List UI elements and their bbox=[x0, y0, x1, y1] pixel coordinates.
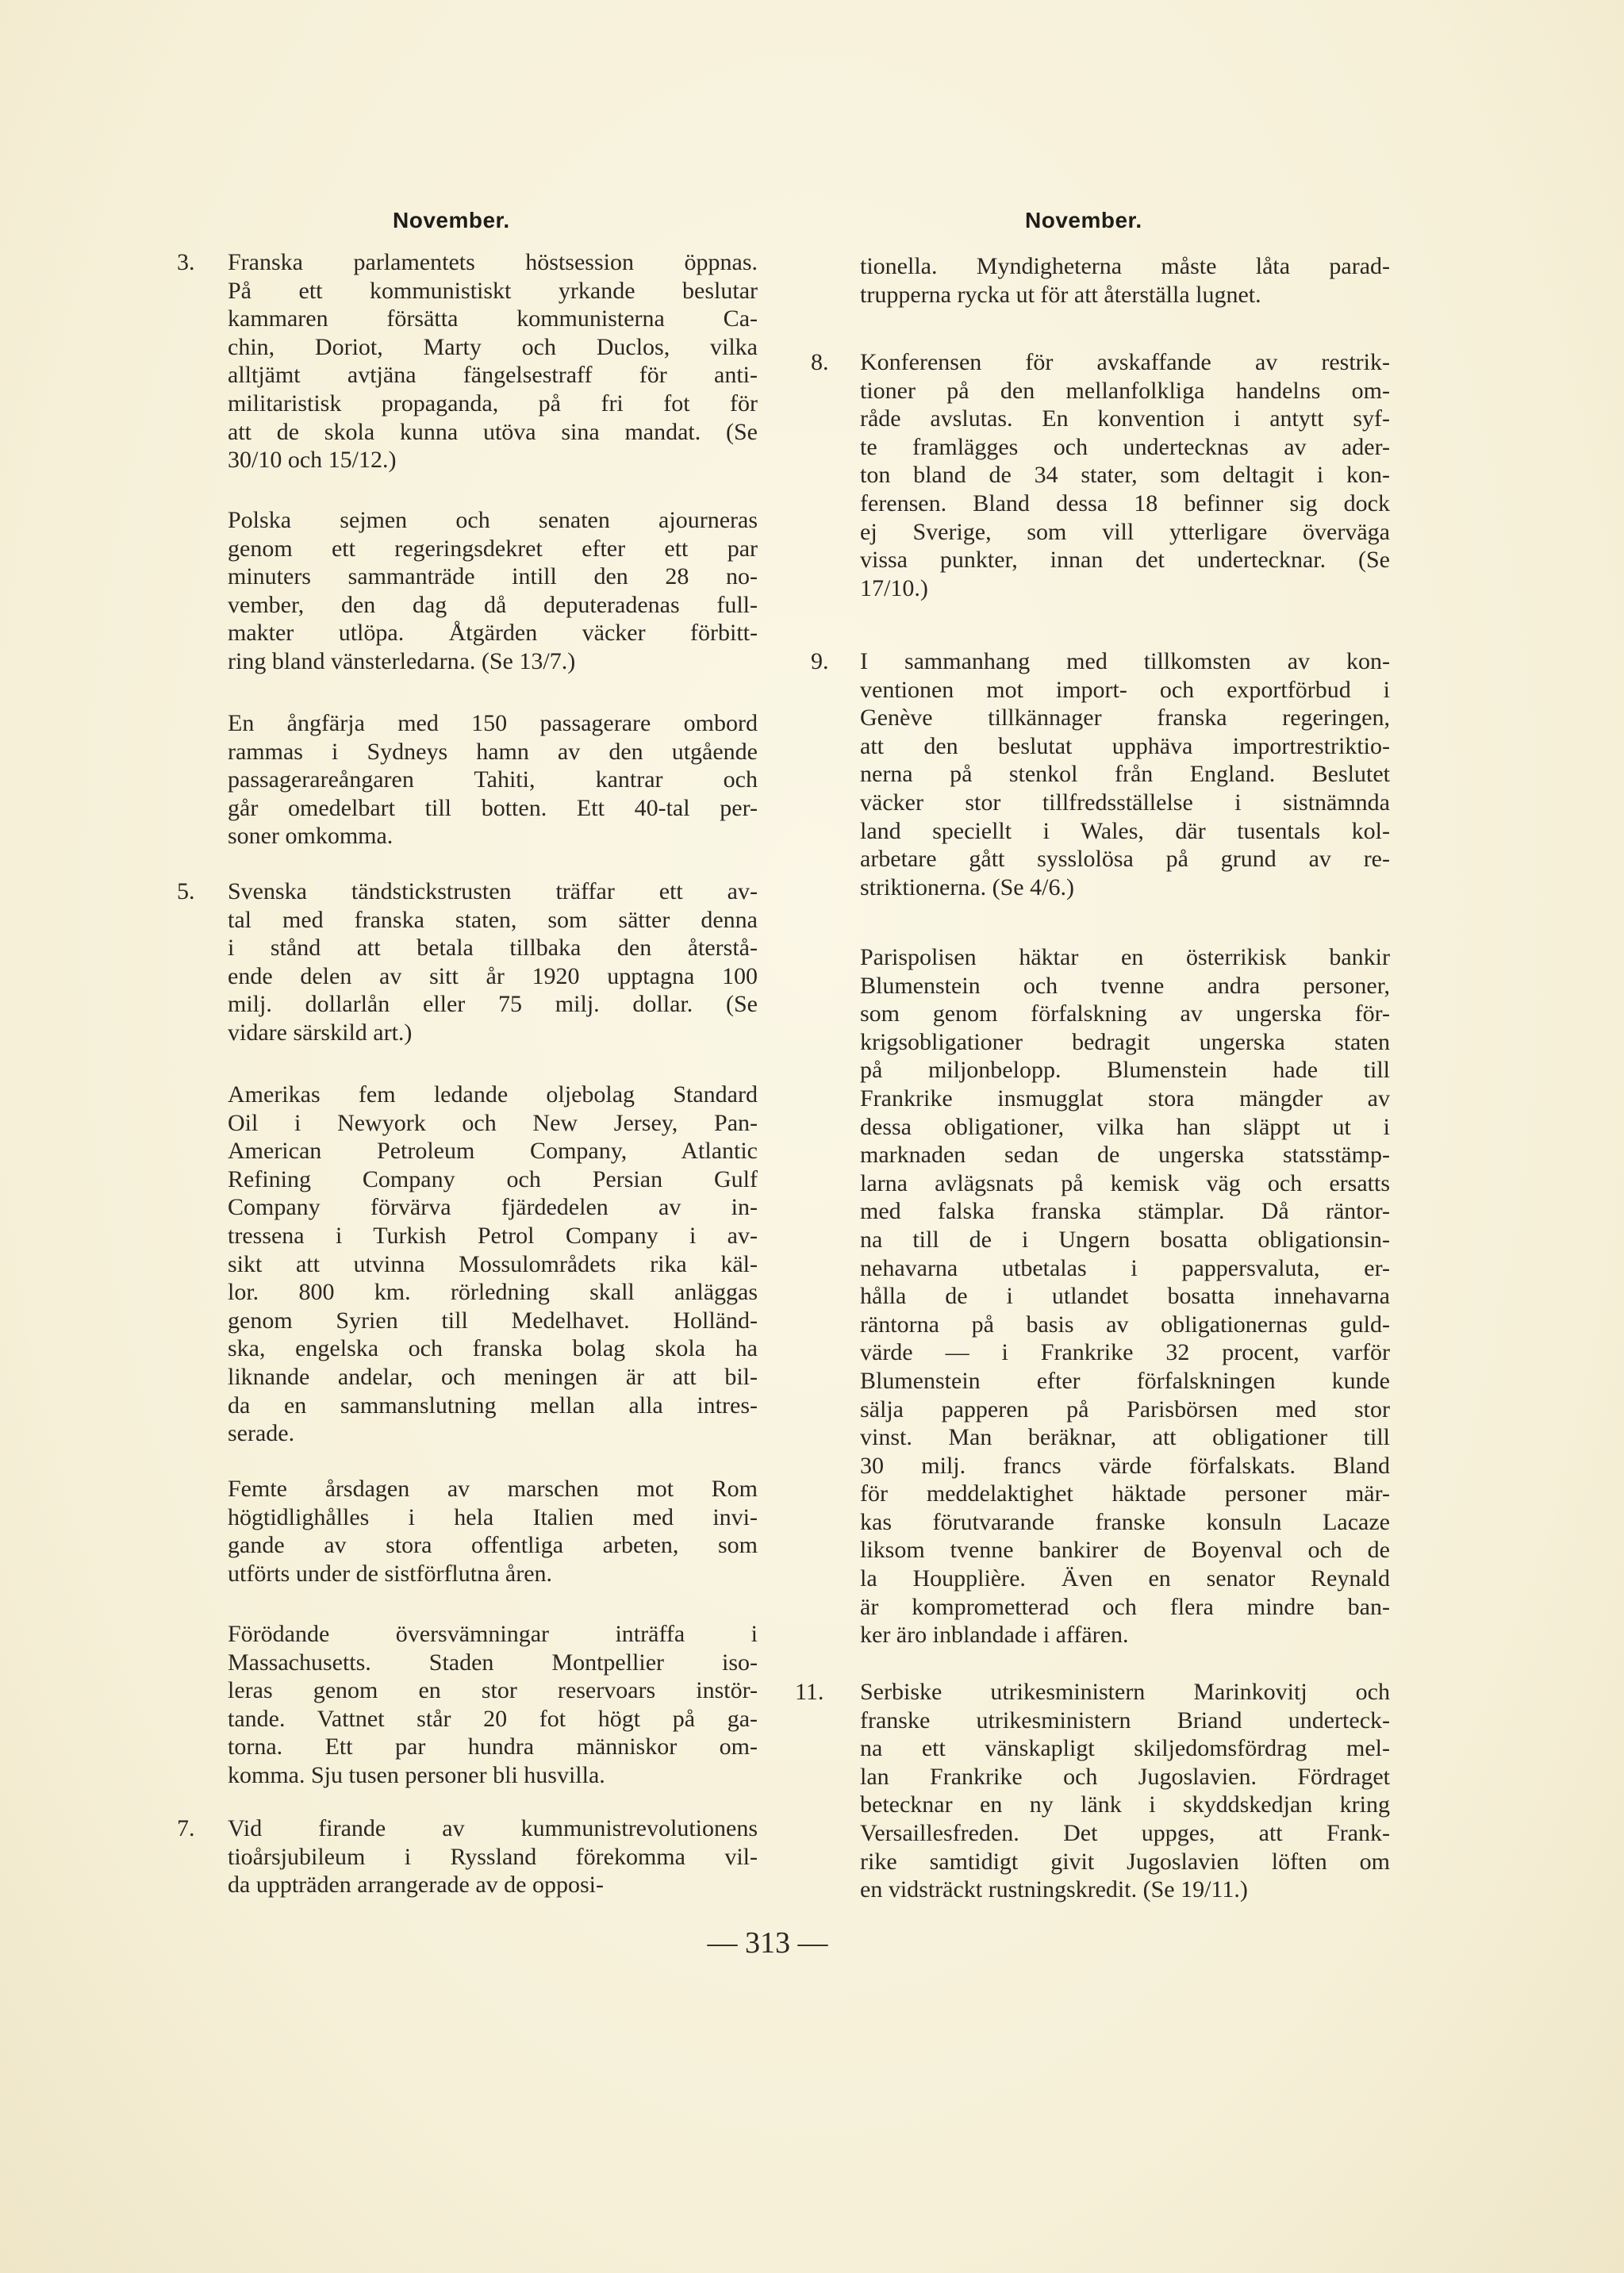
text-line: Polska sejmen och senaten ajourneras bbox=[228, 507, 758, 533]
text-line: är komprometterad och flera mindre ban- bbox=[860, 1593, 1390, 1620]
text-line: trupperna rycka ut för att återställa lugnet. bbox=[860, 281, 1261, 308]
text-line: att den beslutat upphäva importrestriktio- bbox=[860, 732, 1390, 759]
text-line: Blumenstein och tvenne andra personer, bbox=[860, 972, 1390, 999]
text-line: alltjämt avtjäna fängelsestraff för anti- bbox=[228, 362, 758, 389]
text-line: Blumenstein efter förfalskningen kunde bbox=[860, 1367, 1390, 1394]
text-line: 17/10.) bbox=[860, 574, 928, 601]
text-line: 30 milj. francs värde förfalskats. Bland bbox=[860, 1452, 1390, 1479]
text-line: serade. bbox=[228, 1420, 295, 1447]
text-line: I sammanhang med tillkomsten av kon- bbox=[860, 648, 1390, 674]
text-line: kammaren försätta kommunisterna Ca- bbox=[228, 305, 758, 332]
text-line: för meddelaktighet häktade personer mär- bbox=[860, 1480, 1390, 1507]
text-line: da uppträden arrangerade av de opposi- bbox=[228, 1872, 604, 1899]
text-line: tioårsjubileum i Ryssland förekomma vil- bbox=[228, 1843, 758, 1870]
text-line: striktionerna. (Se 4/6.) bbox=[860, 873, 1074, 900]
text-line: lan Frankrike och Jugoslavien. Fördraget bbox=[860, 1763, 1390, 1790]
text-line: Förödande översvämningar inträffa i bbox=[228, 1621, 758, 1647]
text-line: Serbiske utrikesministern Marinkovitj och bbox=[860, 1679, 1390, 1705]
entry-paragraph bbox=[228, 1620, 758, 1790]
text-line: Konferensen för avskaffande av restrik- bbox=[860, 349, 1390, 375]
text-line: ton bland de 34 stater, som deltagit i kon- bbox=[860, 462, 1390, 489]
text-line: går omedelbart till botten. Ett 40-tal per- bbox=[228, 794, 758, 821]
text-line: dessa obligationer, vilka han släppt ut i bbox=[860, 1113, 1390, 1140]
entry-paragraph bbox=[228, 1475, 758, 1588]
entry-date-number: 3. bbox=[177, 249, 195, 275]
text-line: liknande andelar, och meningen är att bil- bbox=[228, 1363, 758, 1390]
text-line: Versaillesfreden. Det uppges, att Frank- bbox=[860, 1819, 1390, 1846]
text-line: råde avslutas. En konvention i antytt syf- bbox=[860, 405, 1390, 432]
text-line: i stånd att betala tillbaka den återstå- bbox=[228, 935, 758, 962]
text-line: nerna på stenkol från England. Beslutet bbox=[860, 761, 1390, 788]
text-line: na ett vänskapligt skiljedomsfördrag mel- bbox=[860, 1735, 1390, 1762]
right-column-header: November. bbox=[1025, 208, 1142, 232]
text-line: la Houpplière. Även en senator Reynald bbox=[860, 1565, 1390, 1592]
text-line: na till de i Ungern bosatta obligationsin- bbox=[860, 1226, 1390, 1253]
entry-date-number: 9. bbox=[811, 648, 829, 674]
text-line: genom ett regeringsdekret efter ett par bbox=[228, 535, 758, 562]
text-line: leras genom en stor reservoars instör- bbox=[228, 1677, 758, 1704]
text-line: militaristisk propaganda, på fri fot för bbox=[228, 390, 758, 417]
text-line: på miljonbelopp. Blumenstein hade till bbox=[860, 1057, 1390, 1084]
text-line: larna avlägsnats på kemisk väg och ersatts bbox=[860, 1169, 1390, 1196]
text-line: lor. 800 km. rörledning skall anläggas bbox=[228, 1279, 758, 1306]
text-line: gande av stora offentliga arbeten, som bbox=[228, 1532, 758, 1559]
text-line: krigsobligationer bedragit ungerska staten bbox=[860, 1028, 1390, 1055]
text-line: ker äro inblandade i affären. bbox=[860, 1622, 1129, 1649]
text-line: liksom tvenne bankirer de Boyenval och de bbox=[860, 1537, 1390, 1564]
text-line: ende delen av sitt år 1920 upptagna 100 bbox=[228, 962, 758, 989]
text-line: makter utlöpa. Åtgärden väcker förbitt- bbox=[228, 620, 758, 647]
text-line: tande. Vattnet står 20 fot högt på ga- bbox=[228, 1705, 758, 1732]
text-line: En ångfärja med 150 passagerare ombord bbox=[228, 710, 758, 736]
text-line: land speciellt i Wales, där tusentals kol- bbox=[860, 817, 1390, 844]
text-line: arbetare gått sysslolösa på grund av re- bbox=[860, 846, 1390, 873]
text-line: chin, Doriot, Marty och Duclos, vilka bbox=[228, 333, 758, 360]
text-line: milj. dollarlån eller 75 milj. dollar. (Se bbox=[228, 991, 758, 1018]
text-line: Massachusetts. Staden Montpellier iso- bbox=[228, 1649, 758, 1676]
text-line: Parispolisen häktar en österrikisk bankir bbox=[860, 944, 1390, 970]
entry-paragraph bbox=[811, 348, 1390, 602]
text-line: högtidlighålles i hela Italien med invi- bbox=[228, 1503, 758, 1530]
text-line: som genom förfalskning av ungerska för- bbox=[860, 1000, 1390, 1027]
text-line: da en sammanslutning mellan alla intres- bbox=[228, 1392, 758, 1419]
text-line: ska, engelska och franska bolag skola ha bbox=[228, 1335, 758, 1362]
text-line: tal med franska staten, som sätter denna bbox=[228, 906, 758, 933]
text-line: genom Syrien till Medelhavet. Holländ- bbox=[228, 1307, 758, 1334]
entry-date-number: 8. bbox=[811, 349, 829, 375]
entry-paragraph bbox=[860, 943, 1390, 1649]
text-line: 30/10 och 15/12.) bbox=[228, 447, 397, 474]
entry-date-number: 5. bbox=[177, 878, 195, 904]
text-line: vissa punkter, innan det undertecknar. (Se bbox=[860, 547, 1390, 574]
text-line: Femte årsdagen av marschen mot Rom bbox=[228, 1476, 758, 1502]
text-line: ventionen mot import- och exportförbud i bbox=[860, 676, 1390, 703]
entry-paragraph bbox=[811, 647, 1390, 901]
entry-paragraph bbox=[228, 506, 758, 676]
entry-paragraph bbox=[177, 877, 758, 1047]
entry-date-number: 11. bbox=[795, 1679, 824, 1705]
text-line: komma. Sju tusen personer bli husvilla. bbox=[228, 1761, 605, 1788]
page-number bbox=[0, 1926, 1624, 1960]
entry-paragraph bbox=[228, 1081, 758, 1448]
text-line: Genève tillkännager franska regeringen, bbox=[860, 705, 1390, 731]
text-line: tioner på den mellanfolkliga handelns om- bbox=[860, 377, 1390, 404]
text-line: att de skola kunna utöva sina mandat. (Se bbox=[228, 418, 758, 445]
entry-paragraph bbox=[228, 709, 758, 850]
text-line: franske utrikesministern Briand underteck- bbox=[860, 1707, 1390, 1734]
text-line: torna. Ett par hundra människor om- bbox=[228, 1734, 758, 1760]
text-line: soner omkomma. bbox=[228, 823, 394, 850]
text-line: rammas i Sydneys hamn av den utgående bbox=[228, 738, 758, 765]
entry-date-number: 7. bbox=[177, 1815, 195, 1841]
entry-paragraph bbox=[860, 252, 1390, 309]
text-line: Oil i Newyork och New Jersey, Pan- bbox=[228, 1109, 758, 1136]
text-line: te framlägges och undertecknas av ader- bbox=[860, 433, 1390, 460]
text-line: nehavarna utbetalas i pappersvaluta, er- bbox=[860, 1254, 1390, 1281]
text-line: värde — i Frankrike 32 procent, varför bbox=[860, 1339, 1390, 1366]
text-line: en vidsträckt rustningskredit. (Se 19/11.) bbox=[860, 1876, 1248, 1903]
text-line: ring bland vänsterledarna. (Se 13/7.) bbox=[228, 647, 576, 674]
entry-paragraph bbox=[795, 1678, 1390, 1904]
text-line: vinst. Man beräknar, att obligationer till bbox=[860, 1424, 1390, 1451]
entry-paragraph bbox=[177, 1814, 758, 1899]
text-line: utförts under de sistförflutna åren. bbox=[228, 1560, 553, 1587]
text-line: Franska parlamentets höstsession öppnas. bbox=[228, 249, 758, 275]
text-line: ej Sverige, som vill ytterligare överväga bbox=[860, 518, 1390, 545]
text-line: Refining Company och Persian Gulf bbox=[228, 1165, 758, 1192]
text-line: På ett kommunistiskt yrkande beslutar bbox=[228, 277, 758, 304]
text-line: Amerikas fem ledande oljebolag Standard bbox=[228, 1081, 758, 1108]
page-number-text: — 313 — bbox=[707, 1926, 828, 1960]
left-column-header: November. bbox=[393, 208, 510, 232]
text-line: sälja papperen på Parisbörsen med stor bbox=[860, 1396, 1390, 1423]
text-line: Vid firande av kummunistrevolutionens bbox=[228, 1815, 758, 1841]
text-line: passagerareångaren Tahiti, kantrar och bbox=[228, 766, 758, 793]
text-line: sikt att utvinna Mossulområdets rika käl- bbox=[228, 1250, 758, 1277]
text-line: ferensen. Bland dessa 18 befinner sig dock bbox=[860, 490, 1390, 516]
text-line: räntorna på basis av obligationernas guld- bbox=[860, 1311, 1390, 1338]
text-line: kas förutvarande franske konsuln Lacaze bbox=[860, 1508, 1390, 1535]
text-line: vember, den dag då deputeradenas full- bbox=[228, 591, 758, 618]
text-line: med falska franska stämplar. Då räntor- bbox=[860, 1198, 1390, 1225]
text-line: väcker stor tillfredsställelse i sistnämnda bbox=[860, 789, 1390, 816]
text-line: tionella. Myndigheterna måste låta parad- bbox=[860, 253, 1390, 279]
text-line: Svenska tändstickstrusten träffar ett av- bbox=[228, 878, 758, 904]
text-line: American Petroleum Company, Atlantic bbox=[228, 1138, 758, 1165]
text-line: Company förvärva fjärdedelen av in- bbox=[228, 1194, 758, 1221]
text-line: minuters sammanträde intill den 28 no- bbox=[228, 563, 758, 590]
text-line: vidare särskild art.) bbox=[228, 1019, 413, 1046]
text-line: hålla de i utlandet bosatta innehavarna bbox=[860, 1283, 1390, 1310]
text-line: marknaden sedan de ungerska statsstämp- bbox=[860, 1142, 1390, 1169]
text-line: Frankrike insmugglat stora mängder av bbox=[860, 1085, 1390, 1112]
entry-paragraph bbox=[177, 248, 758, 474]
text-line: tressena i Turkish Petrol Company i av- bbox=[228, 1222, 758, 1249]
text-line: rike samtidigt givit Jugoslavien löften om bbox=[860, 1848, 1390, 1875]
text-line: betecknar en ny länk i skyddskedjan kring bbox=[860, 1791, 1390, 1818]
